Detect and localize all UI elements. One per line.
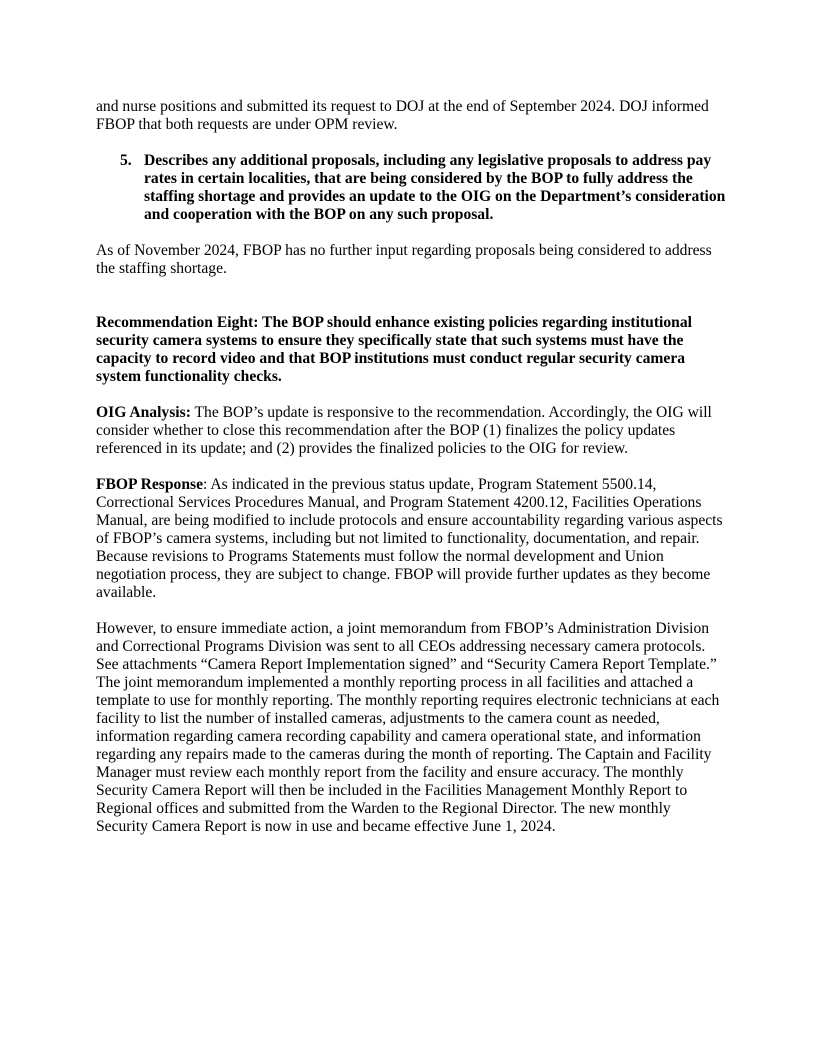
- fbop-response-paragraph: [96, 476, 726, 602]
- recommendation-eight-heading: Recommendation Eight: The BOP should enhance existing policies regarding institutional security camera systems to ensure they specifically state that such systems must have the capacity to record video and that BOP institutions must conduct regular security camera system functionality checks.: [96, 314, 692, 385]
- numbered-item-5: [96, 152, 726, 224]
- oig-analysis-label: OIG Analysis:: [96, 404, 191, 421]
- oig-analysis-text: The BOP’s update is responsive to the recommendation. Accordingly, the OIG will consider whether to close this recommendation after the BOP (1) finalizes the policy updates referenced in its update; and (2) provides the finalized policies to the OIG for review.: [96, 404, 712, 457]
- item-text: Describes any additional proposals, including any legislative proposals to address pay rates in certain localities, that are being considered by the BOP to fully address the staffing shortage and provides an update to the OIG on the Department’s consideration and cooperation with the BOP on any such proposal.: [144, 152, 726, 223]
- item5-response-paragraph: As of November 2024, FBOP has no further input regarding proposals being considered to address the staffing shortage.: [96, 242, 712, 277]
- continuation-paragraph: and nurse positions and submitted its request to DOJ at the end of September 2024. DOJ informed FBOP that both requests are under OPM review.: [96, 98, 709, 133]
- joint-memorandum-paragraph: However, to ensure immediate action, a joint memorandum from FBOP’s Administration Division and Correctional Programs Division was sent to all CEOs addressing necessary camera protocols. See attachments “Camera Report Implementation signed” and “Security Camera Report Template.” The joint memorandum implemented a monthly reporting process in all facilities and attached a template to use for monthly reporting. The monthly reporting requires electronic technicians at each facility to list the number of installed cameras, adjustments to the camera count as needed, information regarding camera recording capability and camera operational state, and information regarding any repairs made to the cameras during the month of reporting. The Captain and Facility Manager must review each monthly report from the facility and ensure accuracy. The monthly Security Camera Report will then be included in the Facilities Management Monthly Report to Regional offices and submitted from the Warden to the Regional Director. The new monthly Security Camera Report is now in use and became effective June 1, 2024.: [96, 620, 720, 835]
- fbop-response-label: FBOP Response: [96, 476, 204, 493]
- document-page: [96, 98, 726, 836]
- oig-analysis-paragraph: [96, 404, 726, 458]
- fbop-response-text: : As indicated in the previous status update, Program Statement 5500.14, Correctional Services Procedures Manual, and Program Statement 4200.12, Facilities Operations Manual, are being modified to include protocols and ensure accountability regarding various aspects of FBOP’s camera systems, including but not limited to functionality, documentation, and repair. Because revisions to Programs Statements must follow the normal development and Union negotiation process, they are subject to change. FBOP will provide further updates as they become available.: [96, 476, 723, 601]
- item-number: 5.: [120, 152, 132, 169]
